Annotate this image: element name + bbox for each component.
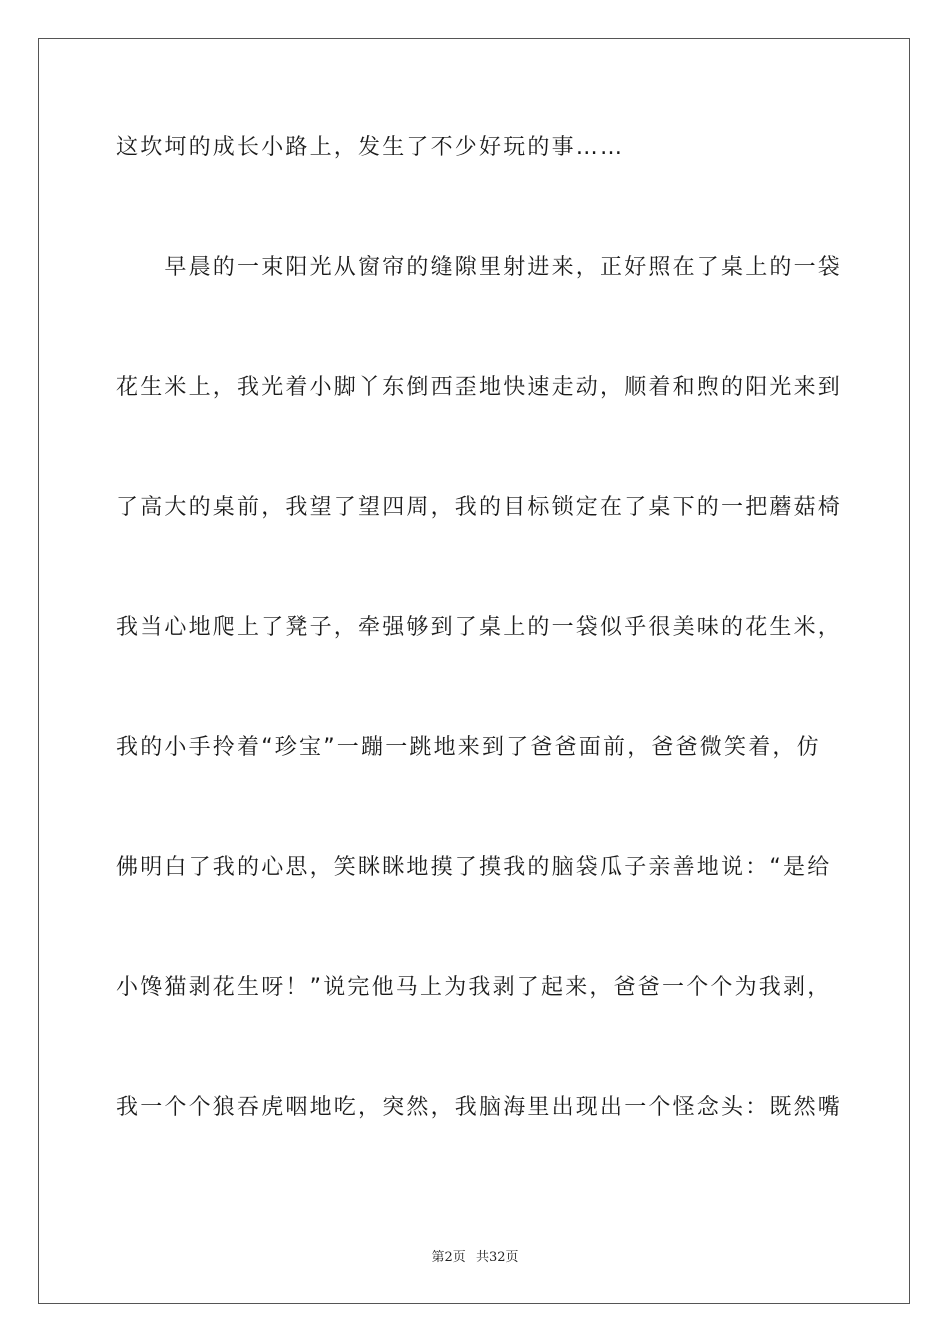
- text-line-8: 小馋猫剥花生呀！”说完他马上为我剥了起来，爸爸一个个为我剥，: [116, 975, 832, 1000]
- document-body: [116, 118, 843, 1198]
- text-line-3: 花生米上，我光着小脚丫东倒西歪地快速走动，顺着和煦的阳光来到: [116, 375, 843, 400]
- text-line-6: 我的小手拎着“珍宝”一蹦一跳地来到了爸爸面前，爸爸微笑着，仿: [116, 735, 821, 760]
- text-line-4: 了高大的桌前，我望了望四周，我的目标锁定在了桌下的一把蘑菇椅: [116, 495, 843, 520]
- page-footer: [0, 1246, 950, 1265]
- text-line-5: 我当心地爬上了凳子，牵强够到了桌上的一袋似乎很美味的花生米，: [116, 615, 843, 640]
- page-number: 第2页: [431, 1250, 466, 1265]
- text-line-1: 这坎坷的成长小路上，发生了不少好玩的事……: [116, 135, 625, 160]
- text-line-7: 佛明白了我的心思，笑眯眯地摸了摸我的脑袋瓜子亲善地说：“是给: [116, 855, 832, 880]
- text-line-9: 我一个个狼吞虎咽地吃，突然，我脑海里出现出一个怪念头：既然嘴: [116, 1095, 843, 1120]
- text-line-2: 早晨的一束阳光从窗帘的缝隙里射进来，正好照在了桌上的一袋: [116, 255, 843, 280]
- page-total: 共32页: [475, 1250, 519, 1265]
